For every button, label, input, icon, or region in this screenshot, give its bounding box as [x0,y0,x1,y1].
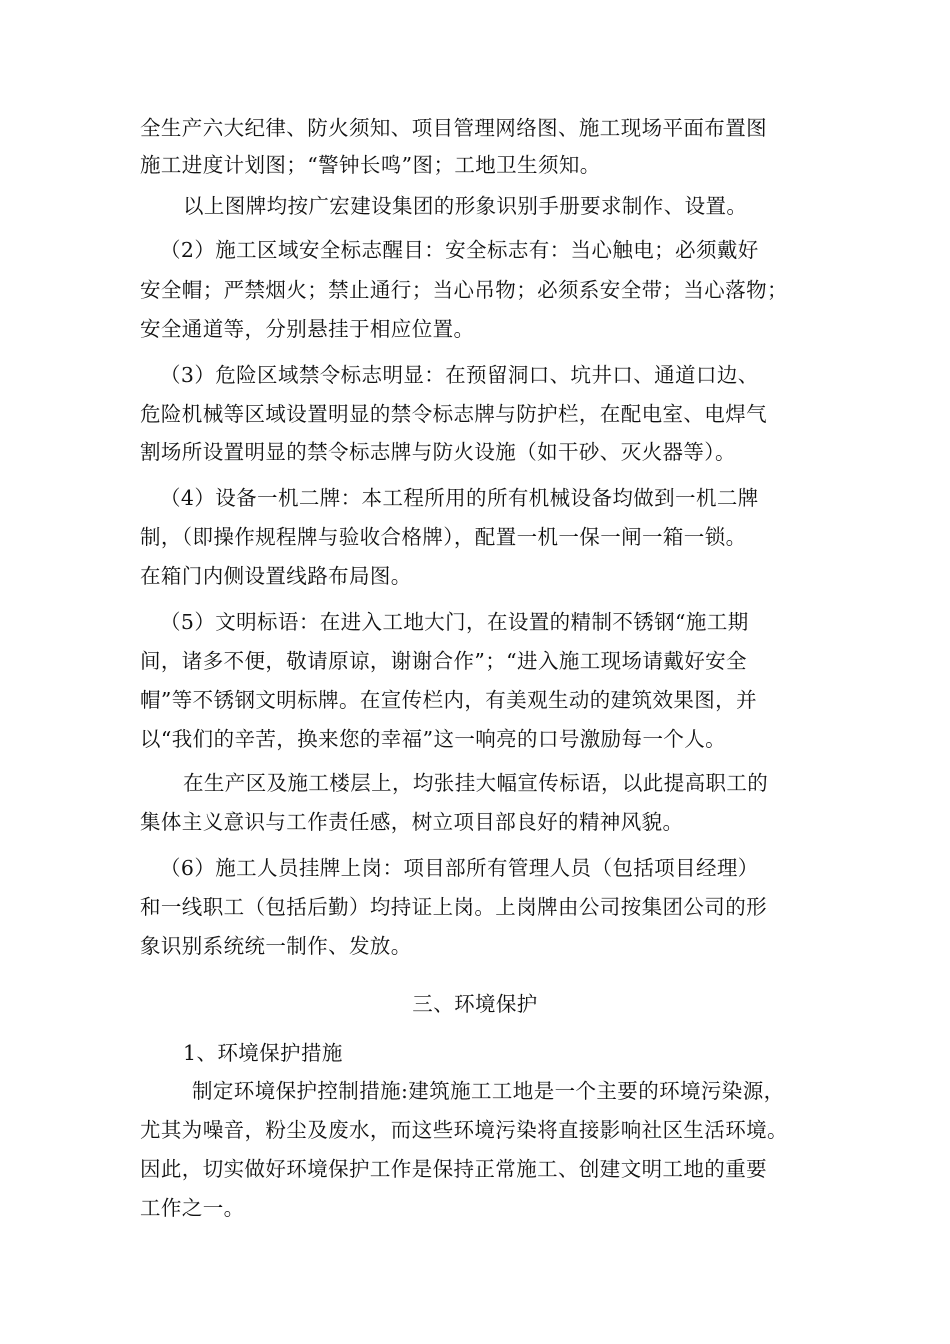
text-line: 因此，切实做好环境保护工作是保持正常施工、创建文明工地的重要 [140,1157,767,1181]
text-line: 间，诸多不便，敬请原谅，谢谢合作”；“进入施工现场请戴好安全 [140,649,747,673]
text-line: 制定环境保护控制措施:建筑施工工地是一个主要的环境污染源， [192,1079,785,1103]
text-line: （5）文明标语：在进入工地大门，在设置的精制不锈钢“施工期 [160,610,749,634]
text-line: （4）设备一机二牌：本工程所用的所有机械设备均做到一机二牌 [160,486,759,510]
text-line: 安全通道等，分别悬挂于相应位置。 [140,317,475,341]
text-line: 工作之一。 [140,1196,245,1220]
text-line: 帽”等不锈钢文明标牌。在宣传栏内，有美观生动的建筑效果图，并 [140,688,757,712]
text-line: （3）危险区域禁令标志明显：在预留洞口、坑井口、通道口边、 [160,363,759,387]
text-line: 集体主义意识与工作责任感，树立项目部良好的精神风貌。 [140,810,684,834]
text-line: 尤其为噪音，粉尘及废水，而这些环境污染将直接影响社区生活环境。 [140,1118,788,1142]
text-line: （6）施工人员挂牌上岗：项目部所有管理人员（包括项目经理） [160,856,759,880]
text-line: 在箱门内侧设置线路布局图。 [140,564,412,588]
text-line: 在生产区及施工楼层上，均张挂大幅宣传标语，以此提高职工的 [183,771,769,795]
text-line: 危险机械等区域设置明显的禁令标志牌与防护栏，在配电室、电焊气 [140,402,767,426]
text-line: 以“我们的辛苦，换来您的幸福”这一响亮的口号激励每一个人。 [140,727,727,751]
text-line: 制，（即操作规程牌与验收合格牌），配置一机一保一闸一箱一锁。 [140,525,747,549]
text-line: （2）施工区域安全标志醒目：安全标志有：当心触电；必须戴好 [160,238,759,262]
text-line: 和一线职工（包括后勤）均持证上岗。上岗牌由公司按集团公司的形 [140,895,767,919]
text-line: 割场所设置明显的禁令标志牌与防火设施（如干砂、灭火器等）。 [140,440,736,464]
text-line: 象识别系统统一制作、发放。 [140,934,412,958]
section-heading: 三、环境保护 [412,992,538,1016]
subsection-heading: 1、环境保护措施 [183,1041,343,1065]
text-line: 全生产六大纪律、防火须知、项目管理网络图、施工现场平面布置图 [140,116,767,140]
text-line: 安全帽；严禁烟火；禁止通行；当心吊物；必须系安全带；当心落物； [140,278,788,302]
text-line: 施工进度计划图；“警钟长鸣”图；工地卫生须知。 [140,153,601,177]
text-line: 以上图牌均按广宏建设集团的形象识别手册要求制作、设置。 [183,194,748,218]
